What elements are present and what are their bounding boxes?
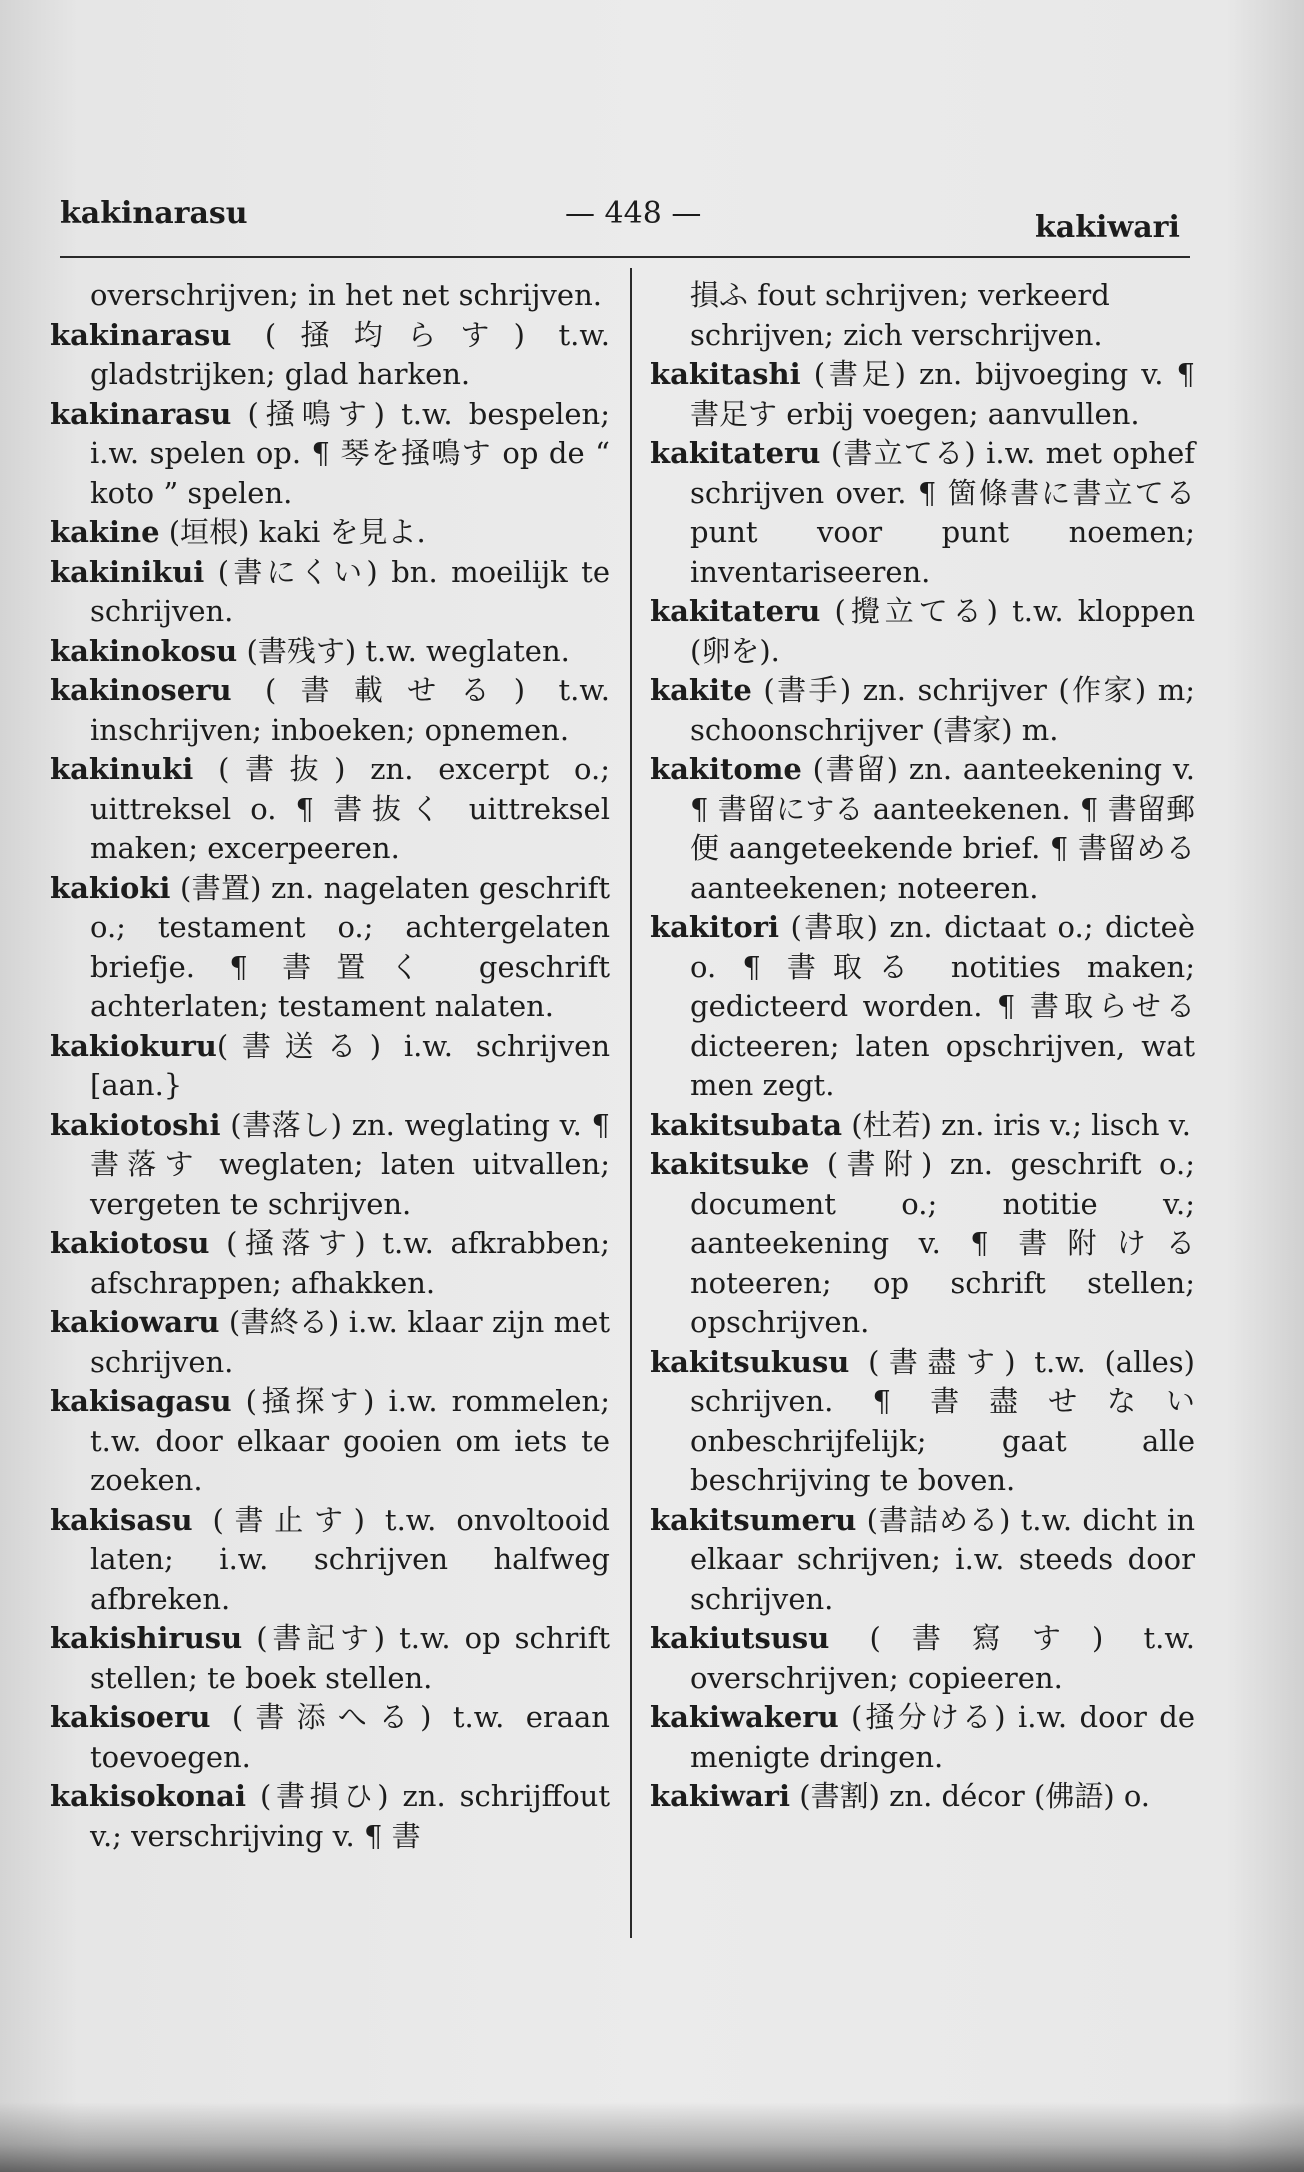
entry-definition: (書詰める) t.w. dicht in elkaar schrijven; i.w. steeds door schrijven. <box>690 1502 1195 1616</box>
entry-definition: (掻探す) i.w. rommelen; t.w. door elkaar gooien om iets te zoeken. <box>90 1384 610 1497</box>
dictionary-entry <box>50 1382 610 1501</box>
dictionary-entry <box>650 1501 1195 1620</box>
dictionary-entry <box>650 355 1195 434</box>
entry-headword: kakinoseru <box>50 673 232 707</box>
entry-headword: kakitsumeru <box>650 1502 857 1537</box>
entry-headword: kakitori <box>650 910 780 944</box>
dictionary-entry <box>50 632 610 672</box>
entry-definition: (書残す) t.w. weglaten. <box>237 633 570 668</box>
page-edge-shadow <box>0 2102 1304 2172</box>
entry-definition: (掻分ける) i.w. door de menigte dringen. <box>690 1700 1195 1774</box>
dictionary-entry <box>50 1501 610 1620</box>
entry-headword: kakinikui <box>50 554 205 589</box>
entry-definition: (書抜) zn. excerpt o.; uittreksel o. ¶ 書抜く uittreksel maken; excerpeeren. <box>90 752 610 865</box>
dictionary-entry <box>650 434 1195 592</box>
entry-definition: (書取) zn. dictaat o.; dicteè o. ¶ 書取る notities maken; gedicteerd worden. ¶ 書取らせる dicteeren; laten opschrijven, wat men zegt. <box>690 910 1195 1102</box>
dictionary-entry <box>650 671 1195 750</box>
entry-headword: kakiotoshi <box>50 1107 221 1142</box>
dictionary-entry <box>50 1698 610 1777</box>
entry-headword: kakiutsusu <box>650 1621 830 1655</box>
dictionary-entry <box>650 1698 1195 1777</box>
dictionary-entry <box>50 553 610 632</box>
right-column <box>650 276 1195 1817</box>
dictionary-entry <box>650 592 1195 671</box>
entry-headword: kakite <box>650 673 752 707</box>
entry-headword: kakisasu <box>50 1502 193 1537</box>
right-entries <box>650 355 1195 1817</box>
entry-headword: kakitome <box>650 752 802 786</box>
entry-definition: (書足) zn. bijvoeging v. ¶ 書足す erbij voegen; aanvullen. <box>690 357 1195 431</box>
entry-definition: (書留) zn. aanteekening v. ¶ 書留にする aanteekenen. ¶ 書留郵便 aangeteekende brief. ¶ 書留める aanteekenen; noteeren. <box>690 752 1195 905</box>
column-divider <box>630 268 632 1938</box>
entry-headword: kakiwakeru <box>650 1700 839 1734</box>
entry-definition: (書損ひ) zn. schrijffout v.; verschrijving v. ¶ 書 <box>90 1779 610 1853</box>
dictionary-entry <box>50 1224 610 1303</box>
entry-headword: kakinarasu <box>50 396 232 431</box>
dictionary-entry <box>50 1777 610 1856</box>
entry-headword: kakitateru <box>650 436 821 470</box>
entry-definition: (書割) zn. décor (佛語) o. <box>790 1779 1151 1813</box>
entry-definition: (書落し) zn. weglating v. ¶ 書落す weglaten; laten uitvallen; vergeten te schrijven. <box>90 1107 610 1221</box>
left-entries <box>50 316 610 1857</box>
entry-definition: (書置) zn. nagelaten geschrift o.; testament o.; achtergelaten briefje. ¶ 書置く geschrift achterlaten; testament nalaten. <box>90 870 610 1023</box>
entry-headword: kakitashi <box>650 357 801 391</box>
entry-definition: (書記す) t.w. op schrift stellen; te boek stellen. <box>90 1621 610 1695</box>
entry-headword: kakioki <box>50 870 171 905</box>
entry-definition: (書にくい) bn. moeilijk te schrijven. <box>90 554 610 628</box>
entry-headword: kakiowaru <box>50 1305 220 1339</box>
entry-headword: kakisoeru <box>50 1700 211 1734</box>
entry-headword: kakine <box>50 515 160 549</box>
continuation-text: 損ふ fout schrijven; verkeerd schrijven; zich verschrijven. <box>690 278 1110 352</box>
entry-definition: (書載せる) t.w. inschrijven; inboeken; opnemen. <box>90 673 610 747</box>
dictionary-entry <box>650 908 1195 1106</box>
entry-headword: kakinuki <box>50 752 194 786</box>
entry-headword: kakiotosu <box>50 1226 210 1260</box>
dictionary-entry <box>50 1027 610 1106</box>
dictionary-entry <box>50 395 610 514</box>
entry-definition: (攪立てる) t.w. kloppen (卵を). <box>690 594 1195 668</box>
entry-headword: kakiokuru <box>50 1028 217 1063</box>
entry-definition: (書寫す) t.w. overschrijven; copieeren. <box>690 1621 1195 1695</box>
entry-definition: (書盡す) t.w. (alles) schrijven. ¶ 書盡せない onbeschrijfelijk; gaat alle beschrijving te boven. <box>690 1344 1195 1497</box>
dictionary-entry <box>650 1145 1195 1343</box>
right-guide-word: kakiwari <box>1035 210 1180 245</box>
entry-headword: kakitsukusu <box>650 1344 850 1379</box>
dictionary-entry <box>650 1777 1195 1817</box>
dictionary-entry <box>650 750 1195 908</box>
dictionary-entry <box>50 316 610 395</box>
entry-definition: (書手) zn. schrijver (作家) m; schoonschrijver (書家) m. <box>690 673 1195 747</box>
continuation-text: overschrijven; in het net schrijven. <box>90 278 602 312</box>
dictionary-entry <box>650 1619 1195 1698</box>
entry-headword: kakishirusu <box>50 1621 243 1655</box>
entry-definition: (書送る) i.w. schrijven [aan.} <box>90 1028 610 1102</box>
dictionary-entry <box>650 1106 1195 1146</box>
entry-definition: (掻落す) t.w. afkrabben; afschrappen; afhakken. <box>90 1226 610 1300</box>
entry-definition: (掻鳴す) t.w. bespelen; i.w. spelen op. ¶ 琴を掻鳴す op de “ koto ” spelen. <box>90 396 610 510</box>
entry-headword: kakiwari <box>650 1779 791 1813</box>
dictionary-entry <box>50 1106 610 1225</box>
entry-headword: kakitsuke <box>650 1147 810 1181</box>
dictionary-entry <box>50 1303 610 1382</box>
dictionary-entry <box>50 671 610 750</box>
left-guide-word: kakinarasu <box>60 196 248 231</box>
entry-headword: kakisokonai <box>50 1779 246 1813</box>
entry-headword: kakitsubata <box>650 1107 843 1142</box>
entry-definition: (掻均らす) t.w. gladstrijken; glad harken. <box>90 317 610 391</box>
entry-definition: (垣根) kaki を見よ. <box>159 515 426 549</box>
page-number: — 448 — <box>565 196 702 231</box>
entry-headword: kakinarasu <box>50 317 232 352</box>
entry-definition: (書終る) i.w. klaar zijn met schrijven. <box>90 1305 610 1379</box>
dictionary-entry <box>50 1619 610 1698</box>
dictionary-entry <box>50 750 610 869</box>
entry-definition: (書附) zn. geschrift o.; document o.; notitie v.; aanteekening v. ¶ 書附ける noteeren; op schrift stellen; opschrijven. <box>690 1147 1195 1339</box>
entry-headword: kakitateru <box>650 594 821 628</box>
entry-headword: kakisagasu <box>50 1384 232 1418</box>
entry-definition: (杜若) zn. iris v.; lisch v. <box>842 1107 1191 1142</box>
dictionary-entry <box>50 869 610 1027</box>
dictionary-entry <box>50 513 610 553</box>
entry-headword: kakinokosu <box>50 633 238 668</box>
entry-definition: (書止す) t.w. onvoltooid laten; i.w. schrijven halfweg afbreken. <box>90 1502 610 1616</box>
dictionary-entry <box>650 1343 1195 1501</box>
entry-definition: (書添へる) t.w. eraan toevoegen. <box>90 1700 610 1774</box>
entry-definition: (書立てる) i.w. met ophef schrijven over. ¶ 箇條書に書立てる punt voor punt noemen; inventariseeren. <box>690 436 1195 589</box>
header-rule <box>60 256 1190 258</box>
left-column <box>50 276 610 1856</box>
